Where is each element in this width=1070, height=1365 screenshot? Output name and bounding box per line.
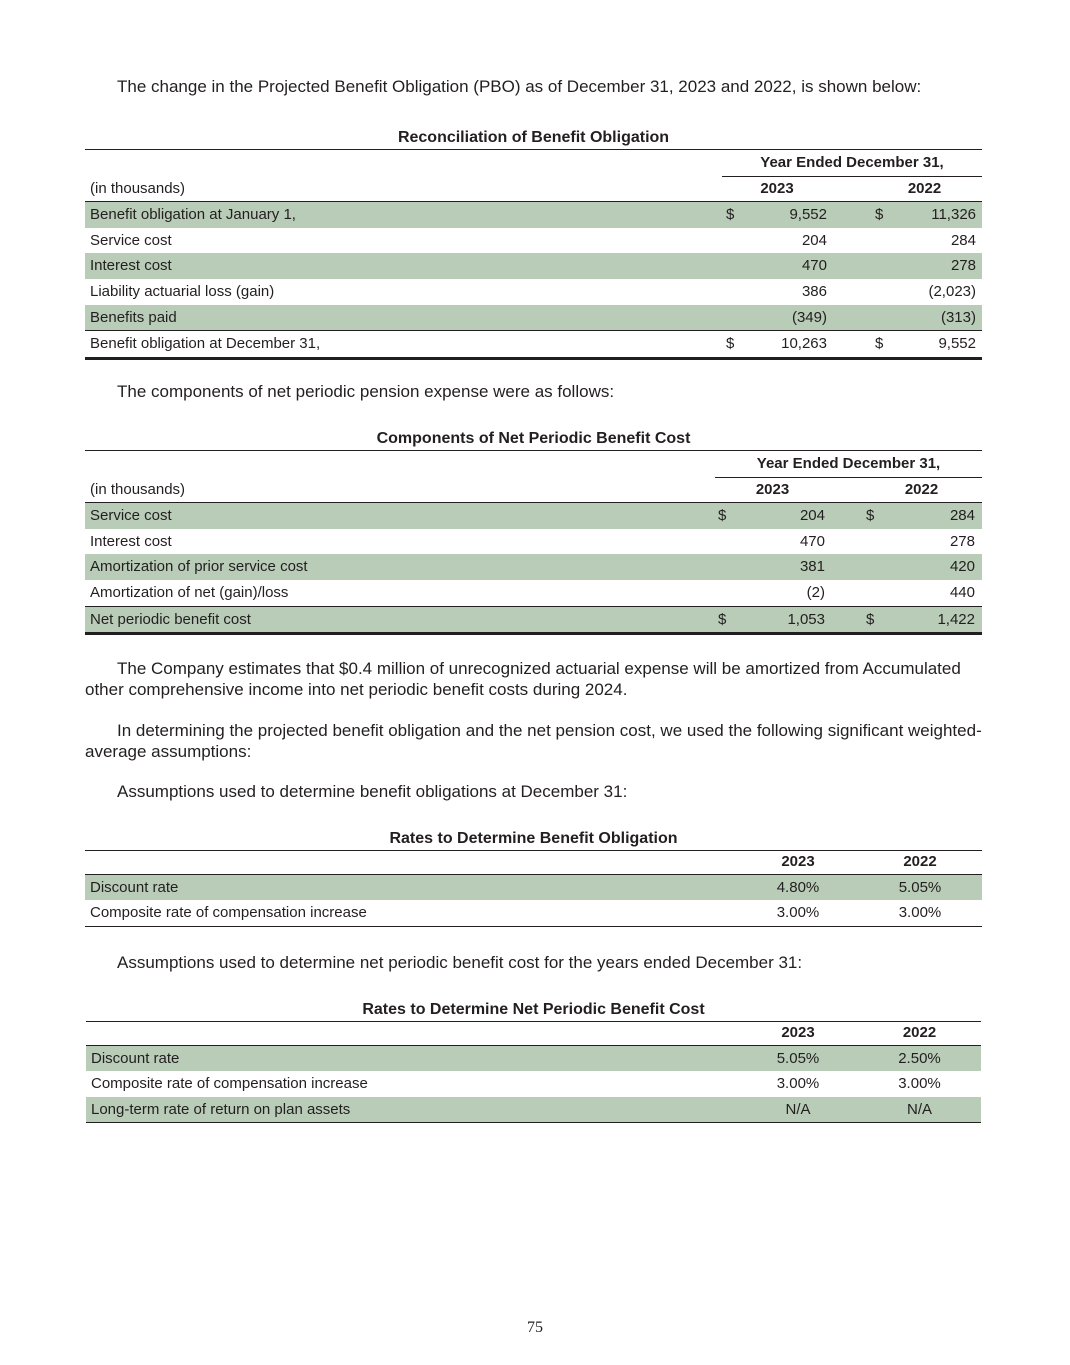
table-row xyxy=(85,305,982,331)
period-header-row xyxy=(85,150,982,176)
row-label: Benefit obligation at December 31, xyxy=(90,335,321,353)
benefit-obligation-rates-table xyxy=(85,828,982,927)
table-row xyxy=(85,201,982,228)
row-label: Discount rate xyxy=(91,1049,180,1067)
currency-symbol: $ xyxy=(726,335,735,353)
column-header-row xyxy=(85,477,982,503)
value-2022: 9,552 xyxy=(938,335,976,353)
table-row xyxy=(85,529,982,555)
column-header-row xyxy=(86,1022,981,1045)
row-label: Net periodic benefit cost xyxy=(90,610,251,628)
column-header-2023: 2023 xyxy=(760,179,794,197)
value-2022: (313) xyxy=(940,308,976,326)
table-row xyxy=(85,330,982,360)
value-2022: 1,422 xyxy=(937,610,975,628)
table-title: Components of Net Periodic Benefit Cost xyxy=(376,430,691,447)
column-header-2023: 2023 xyxy=(781,853,815,870)
net-periodic-cost-rates-table xyxy=(86,999,981,1123)
row-label: Long-term rate of return on plan assets xyxy=(91,1100,351,1118)
page-number: 75 xyxy=(527,1319,543,1336)
table-row xyxy=(85,554,982,580)
value-2022: 420 xyxy=(949,558,975,576)
table-row xyxy=(85,502,982,529)
value-2022: 2.50% xyxy=(898,1049,941,1067)
table-body xyxy=(85,201,982,360)
row-label: Discount rate xyxy=(90,878,179,896)
reconciliation-table xyxy=(85,127,982,360)
row-label: Liability actuarial loss (gain) xyxy=(90,282,275,300)
table-row xyxy=(86,1045,981,1072)
currency-symbol: $ xyxy=(718,610,727,628)
table-row xyxy=(86,1071,981,1097)
column-header-2022: 2022 xyxy=(907,179,942,197)
currency-symbol: $ xyxy=(718,507,727,525)
table-row xyxy=(85,228,982,254)
value-2023: 204 xyxy=(801,231,827,249)
value-2023: 3.00% xyxy=(776,1075,820,1093)
currency-symbol: $ xyxy=(866,610,875,628)
value-2022: 11,326 xyxy=(931,206,976,224)
assumptions-paragraph: In determining the projected benefit obligation and the net pension cost, we used the following significant weighted-average assumptions: xyxy=(85,721,982,761)
value-2022: 5.05% xyxy=(898,878,942,896)
row-label: Interest cost xyxy=(90,532,172,550)
units-label: (in thousands) xyxy=(90,179,186,197)
table-row xyxy=(85,900,982,927)
row-label: Composite rate of compensation increase xyxy=(91,1075,368,1093)
value-2022: 278 xyxy=(950,257,976,275)
value-2023: 470 xyxy=(801,257,827,275)
row-label: Benefit obligation at January 1, xyxy=(90,206,296,224)
table-body xyxy=(86,1045,981,1124)
obligation-assumptions-paragraph: Assumptions used to determine benefit obligations at December 31: xyxy=(117,782,628,801)
currency-symbol: $ xyxy=(866,507,875,525)
value-2023: N/A xyxy=(785,1100,811,1118)
value-2022: 440 xyxy=(949,583,975,601)
column-header-row xyxy=(85,851,982,874)
value-2023: 10,263 xyxy=(781,335,827,353)
value-2022: N/A xyxy=(906,1100,932,1118)
table-row xyxy=(85,874,982,901)
value-2023: 3.00% xyxy=(776,904,820,922)
value-2023: 470 xyxy=(799,532,825,550)
table-title: Reconciliation of Benefit Obligation xyxy=(397,129,670,146)
intro-pbo-paragraph: The change in the Projected Benefit Obligation (PBO) as of December 31, 2023 and 2022, is shown below: xyxy=(117,77,922,96)
value-2022: 3.00% xyxy=(898,904,942,922)
row-label: Amortization of prior service cost xyxy=(90,558,308,576)
value-2023: 204 xyxy=(799,507,825,525)
row-label: Service cost xyxy=(90,507,172,525)
value-2023: 4.80% xyxy=(776,878,820,896)
value-2023: 381 xyxy=(799,558,825,576)
column-header-row xyxy=(85,176,982,202)
value-2023: 9,552 xyxy=(789,206,827,224)
net-periodic-cost-table xyxy=(85,428,982,635)
period-header-row xyxy=(85,451,982,477)
table-row xyxy=(86,1097,981,1124)
row-label: Composite rate of compensation increase xyxy=(90,904,367,922)
table-body xyxy=(85,874,982,927)
value-2023: 5.05% xyxy=(776,1049,820,1067)
units-label: (in thousands) xyxy=(90,480,186,498)
value-2022: 278 xyxy=(949,532,975,550)
table-row xyxy=(85,279,982,305)
column-header-2022: 2022 xyxy=(904,480,939,498)
value-2022: (2,023) xyxy=(928,282,976,300)
table-row xyxy=(85,580,982,606)
cost-assumptions-paragraph: Assumptions used to determine net periodic benefit cost for the years ended December 31: xyxy=(117,953,803,972)
table-body xyxy=(85,502,982,635)
value-2023: (349) xyxy=(791,308,827,326)
period-header: Year Ended December 31, xyxy=(760,154,944,171)
table-row xyxy=(85,606,982,636)
table-title: Rates to Determine Net Periodic Benefit Cost xyxy=(362,1001,705,1018)
value-2022: 284 xyxy=(949,507,975,525)
column-header-2022: 2022 xyxy=(903,853,937,870)
intro-components-paragraph: The components of net periodic pension expense were as follows: xyxy=(117,382,615,401)
currency-symbol: $ xyxy=(875,206,884,224)
estimate-paragraph: The Company estimates that $0.4 million of unrecognized actuarial expense will be amortized from Accumulated other comprehensive income into net periodic benefit costs during 2024. xyxy=(85,659,961,699)
period-header: Year Ended December 31, xyxy=(756,455,941,472)
currency-symbol: $ xyxy=(726,206,735,224)
value-2022: 284 xyxy=(950,231,976,249)
table-row xyxy=(85,253,982,279)
value-2023: (2) xyxy=(806,583,825,601)
row-label: Benefits paid xyxy=(90,308,177,326)
table-title: Rates to Determine Benefit Obligation xyxy=(389,830,678,847)
value-2023: 386 xyxy=(801,282,827,300)
column-header-2023: 2023 xyxy=(781,1024,815,1041)
row-label: Interest cost xyxy=(90,257,172,275)
column-header-2022: 2022 xyxy=(902,1024,937,1041)
row-label: Amortization of net (gain)/loss xyxy=(90,583,289,601)
value-2022: 3.00% xyxy=(898,1075,941,1093)
row-label: Service cost xyxy=(90,231,172,249)
column-header-2023: 2023 xyxy=(755,480,790,498)
currency-symbol: $ xyxy=(875,335,884,353)
value-2023: 1,053 xyxy=(787,610,825,628)
